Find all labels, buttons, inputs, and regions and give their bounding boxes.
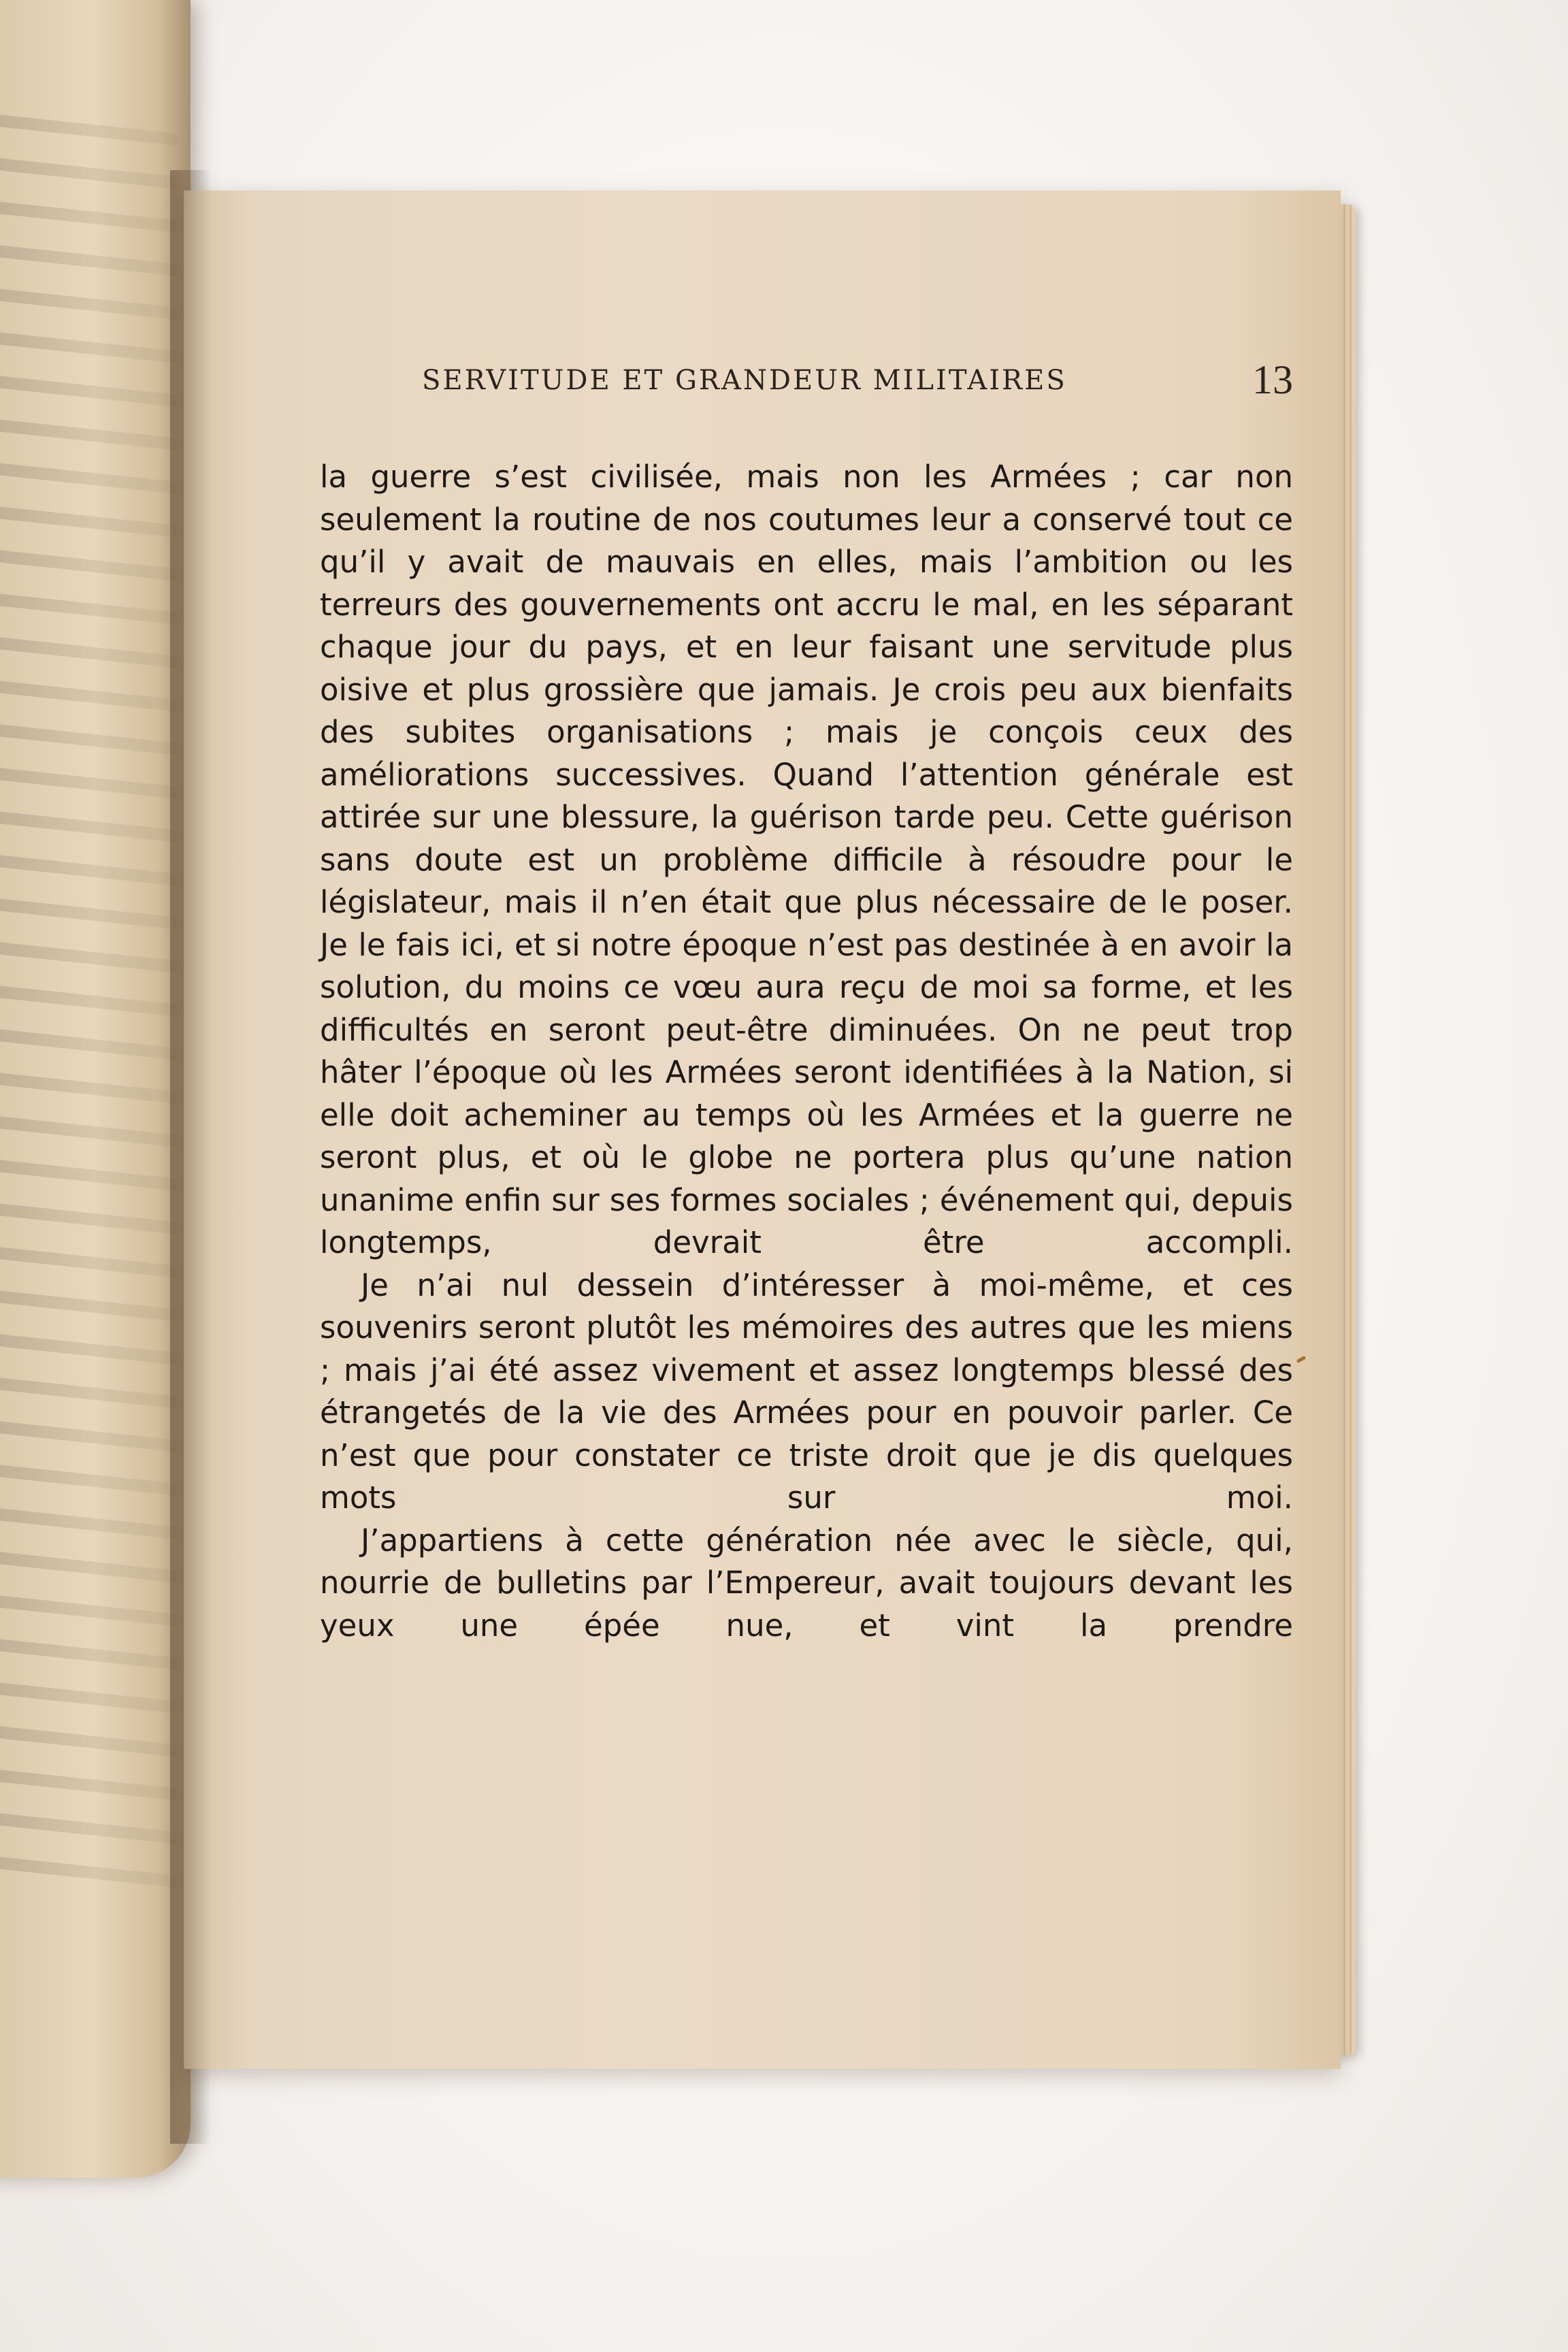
running-head bbox=[279, 357, 1307, 415]
page-number: 13 bbox=[1252, 357, 1293, 402]
book-page bbox=[184, 191, 1341, 2069]
page-content bbox=[279, 357, 1307, 1647]
paragraph-2: Je n’ai nul dessein d’intéresser à moi-même, et ces souvenirs seront plutôt les mémoires des autres que les miens ; mais j’ai été assez vivement et assez longtemps blessé des étrangetés de la vie des Armées pour en pouvoir parler. Ce n’est que pour constater ce triste droit que je dis quelques mots sur moi. bbox=[320, 1267, 1293, 1516]
paragraph-3: J’appartiens à cette génération née avec le siècle, qui, nourrie de bulletins par l’Empereur, avait toujours devant les yeux une épée nue, et vint la prendre bbox=[320, 1522, 1293, 1644]
gutter-shadow bbox=[170, 170, 211, 2144]
body-text bbox=[279, 456, 1307, 1647]
paragraph-1: la guerre s’est civilisée, mais non les Armées ; car non seulement la routine de nos coutumes leur a conservé tout ce qu’il y avait de mauvais en elles, mais l’ambition ou les terreurs des gouvernements ont accru le mal, en les séparant chaque jour du pays, et en leur faisant une servitude plus oisive et plus grossière que jamais. Je crois peu aux bienfaits des subites organisations ; mais je conçois ceux des améliorations successives. Quand l’attention générale est attirée sur une blessure, la guérison tarde peu. Cette guérison sans doute est un problème difficile à résoudre pour le législateur, mais il n’en était que plus nécessaire de le poser. Je le fais ici, et si notre époque n’est pas destinée à en avoir la solution, du moins ce vœu aura reçu de moi sa forme, et les difficultés en seront peut-être diminuées. On ne peut trop hâter l’époque où les Armées seront identifiées à la Nation, si elle doit acheminer au temps où les Armées et la guerre ne seront plus, et où le globe ne portera plus qu’une nation unanime enfin sur ses formes sociales ; événement qui, depuis longtemps, devrait être accompli. bbox=[320, 459, 1293, 1260]
facing-page-text-blur bbox=[0, 112, 177, 1903]
facing-page bbox=[0, 0, 191, 2178]
running-title: SERVITUDE ET GRANDEUR MILITAIRES bbox=[422, 365, 1067, 396]
